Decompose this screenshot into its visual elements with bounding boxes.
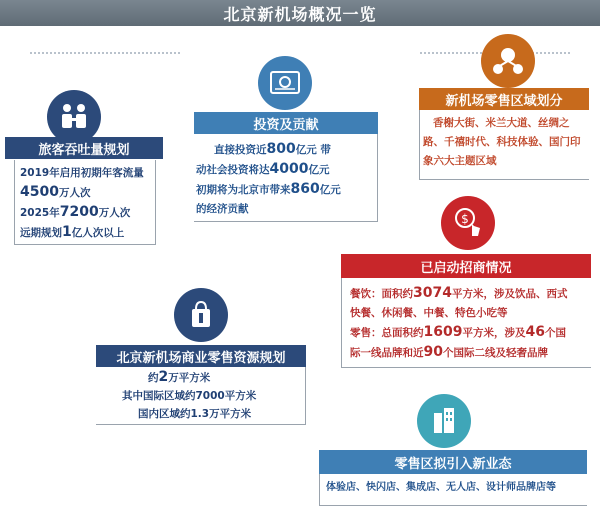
passenger-line3: 2025年7200万人次 xyxy=(20,204,131,220)
new-formats-line1: 体验店、快闪店、集成店、无人店、设计师品牌店等 xyxy=(326,482,556,493)
page-title: 北京新机场概况一览 xyxy=(223,4,377,24)
commercial-line3: 国内区域约1.3万平方米 xyxy=(138,408,252,420)
leasing-label-text: 已启动招商情况 xyxy=(420,260,512,276)
commercial-text xyxy=(112,368,256,423)
investment-line1: 直接投资近800亿元 带 xyxy=(214,141,331,157)
shopping-bags-icon xyxy=(174,288,228,342)
svg-text:$: $ xyxy=(461,212,469,226)
retail-zones-line3: 象六大主题区域 xyxy=(423,155,497,167)
people-icon xyxy=(47,90,101,144)
new-formats-label-text: 零售区拟引入新业态 xyxy=(394,456,512,472)
passenger-line2: 4500万人次 xyxy=(20,184,91,200)
passenger-label xyxy=(5,137,163,159)
commercial-line1: 约2万平方米 xyxy=(148,369,211,385)
investment-text xyxy=(196,140,341,219)
leasing-label xyxy=(341,254,591,278)
passenger-label-text: 旅客吞吐量规划 xyxy=(38,142,130,158)
money-touch-icon xyxy=(441,196,495,250)
commercial-label-text: 北京新机场商业零售资源规划 xyxy=(116,350,286,366)
retail-zones-line2: 路、千禧时代、科技体验、国门印 xyxy=(423,136,581,148)
shopping-network-icon xyxy=(481,34,535,88)
leasing-line1: 餐饮：面积约3074平方米，涉及饮品、西式 xyxy=(350,285,568,301)
buildings-icon xyxy=(417,394,471,448)
passenger-text xyxy=(20,164,144,243)
certificate-icon xyxy=(258,56,312,110)
investment-line2: 动社会投资将达4000亿元 xyxy=(196,161,330,177)
investment-label-text: 投资及贡献 xyxy=(253,117,319,133)
leasing-line3: 零售：总面积约1609平方米，涉及46个国 xyxy=(350,324,566,340)
investment-label xyxy=(194,112,378,134)
title-bar xyxy=(0,0,600,26)
retail-zones-line1: 香榭大街、米兰大道、丝绸之 xyxy=(433,117,570,129)
retail-zones-label xyxy=(419,88,589,110)
commercial-label xyxy=(96,345,306,367)
new-formats-label xyxy=(319,450,587,474)
leasing-line4: 际一线品牌和近90个国际二线及轻奢品牌 xyxy=(350,344,548,360)
commercial-line2: 其中国际区域约7000平方米 xyxy=(122,390,257,402)
passenger-line4: 远期规划1亿人次以上 xyxy=(20,224,125,240)
investment-line3: 初期将为北京市带来860亿元 xyxy=(196,181,341,197)
new-formats-text xyxy=(326,478,556,497)
decor-line xyxy=(30,52,180,54)
leasing-line2: 快餐、休闲餐、中餐、特色小吃等 xyxy=(350,307,508,319)
passenger-line1: 2019年启用初期年客流量 xyxy=(20,167,144,179)
retail-zones-label-text: 新机场零售区域划分 xyxy=(445,93,563,109)
leasing-text xyxy=(350,284,567,363)
investment-line4: 的经济贡献 xyxy=(196,203,249,215)
retail-zones-text xyxy=(423,114,581,171)
